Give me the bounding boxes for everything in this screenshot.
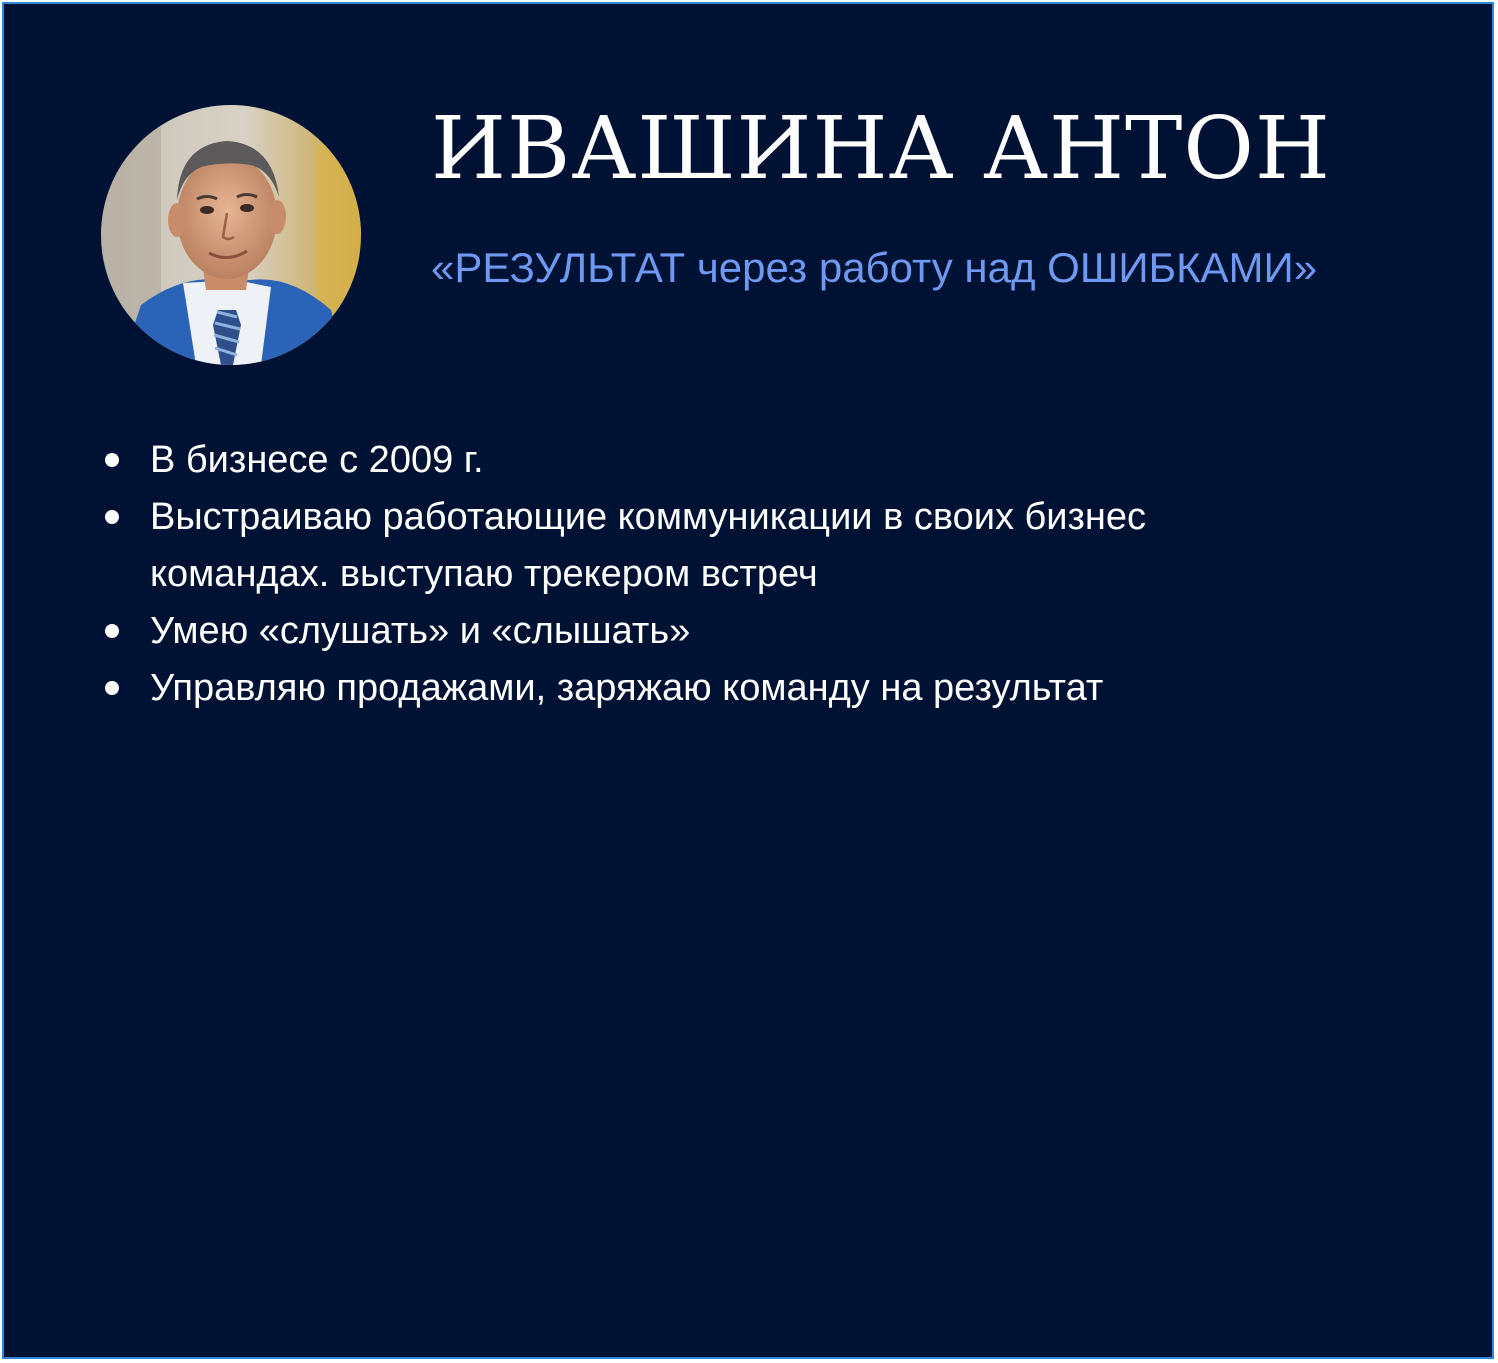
list-item-text: В бизнесе с 2009 г.: [150, 439, 484, 481]
list-item: [100, 489, 1330, 603]
bullet-icon: [105, 681, 119, 695]
bullet-icon: [105, 453, 119, 467]
list-item-text: Умею «слушать» и «слышать»: [150, 610, 691, 652]
experience-list: [100, 432, 1330, 717]
person-name: ИВАШИНА АНТОН: [431, 99, 1331, 199]
list-item-text: Выстраиваю работающие коммуникации в своих бизнес командах. выступаю трекером встреч: [150, 496, 1147, 595]
person-motto: «РЕЗУЛЬТАТ через работу над ОШИБКАМИ»: [431, 244, 1318, 291]
bullet-icon: [105, 510, 119, 524]
list-item: [100, 603, 1330, 660]
profile-photo: [101, 105, 361, 365]
bullet-icon: [105, 624, 119, 638]
list-item-text: Управляю продажами, заряжаю команду на результат: [150, 667, 1104, 709]
list-item: [100, 432, 1330, 489]
list-item: [100, 660, 1330, 717]
profile-slide: [2, 2, 1494, 1359]
